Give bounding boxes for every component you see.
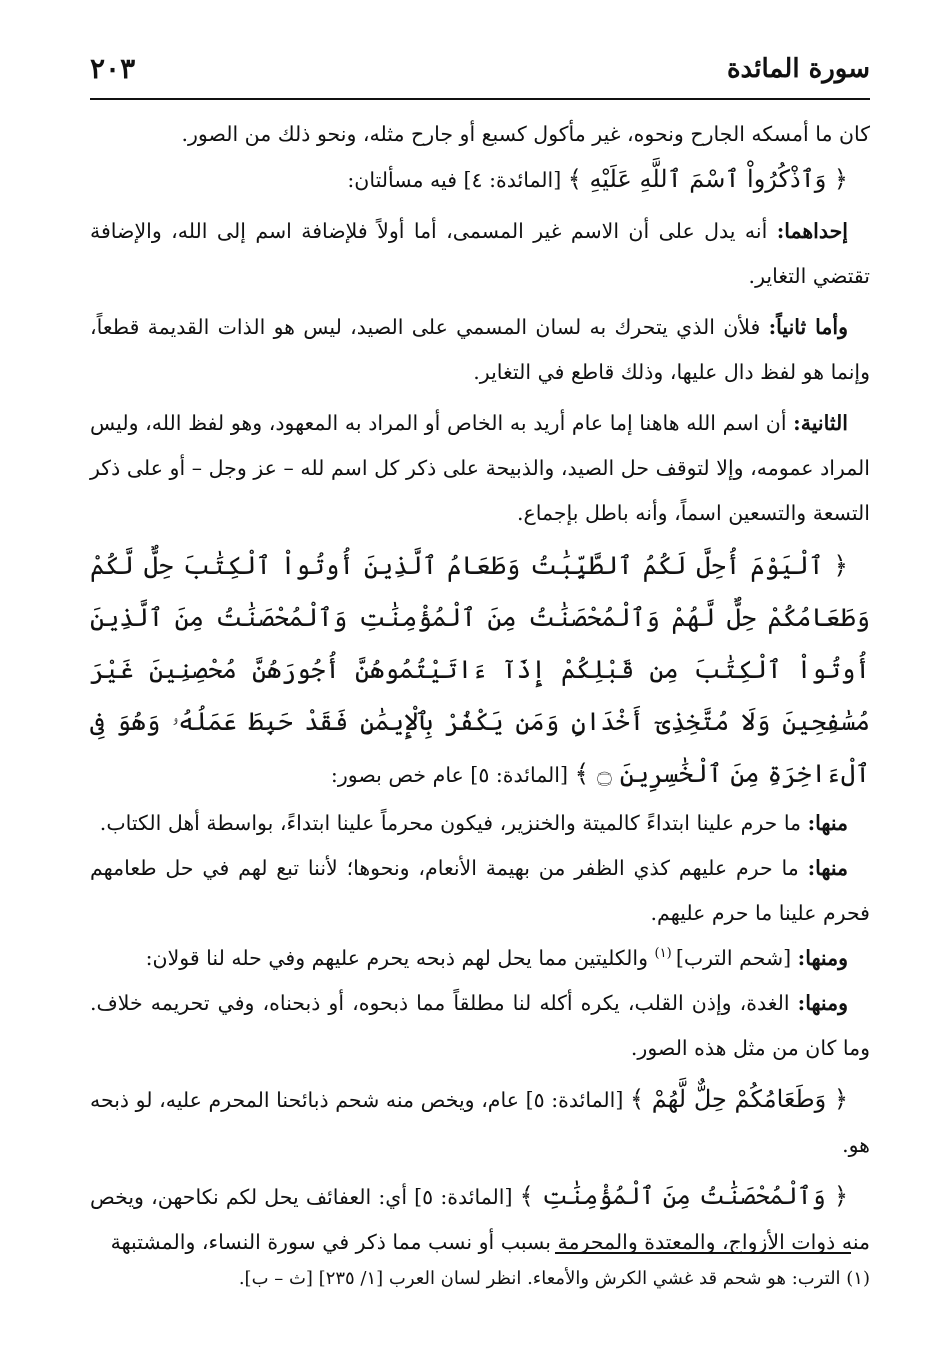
paragraph-text: ما حرم عليهم كذي الظفر من بهيمة الأنعام، ونحوها؛ لأننا تبع لهم في حل طعامهم فحرم علينا ما حرم عليهم.	[90, 856, 870, 925]
footnote-text: (١) الترب: هو شحم قد غشي الكرش والأمعاء. انظر لسان العرب [١/ ٢٣٥] [ث – ب].	[238, 1268, 870, 1289]
footnote	[90, 1262, 870, 1296]
paragraph	[90, 981, 870, 1071]
paragraph-lead: وأما ثانياً:	[768, 315, 848, 339]
paragraph-lead: إحداهما:	[776, 219, 848, 243]
page-body	[90, 112, 870, 1265]
paragraph-text: [المائدة: ٥] عام خص بصور:	[330, 763, 575, 787]
paragraph	[90, 540, 870, 801]
paragraph-lead: ومنها:	[797, 946, 848, 970]
paragraph-text: [شحم الترب]	[675, 946, 798, 970]
paragraph	[90, 401, 870, 536]
paragraph-text: [المائدة: ٤] فيه مسألتان:	[347, 168, 568, 192]
paragraph-text: فلأن الذي يتحرك به لسان المسمي على الصيد، ليس هو الذات القديمة قطعاً، وإنما هو لفظ دال عليها، وذلك قاطع في التغاير.	[90, 315, 870, 384]
paragraph	[90, 112, 870, 157]
quran-verse: ﴿ وَٱذْكُرُواْ ٱسْمَ ٱللَّهِ عَلَيْهِ ﴾	[567, 165, 848, 193]
paragraph	[90, 157, 870, 203]
footnote-marker[interactable]: (١)	[654, 946, 676, 962]
page-number: ٢٠٣	[90, 52, 136, 85]
paragraph-lead: منها:	[807, 856, 848, 880]
paragraph-text: ما حرم علينا ابتداءً كالميتة والخنزير، فيكون محرماً علينا ابتداءً، بواسطة أهل الكتاب.	[99, 811, 808, 835]
paragraph-text: أنه يدل على أن الاسم غير المسمى، أما أولاً فلإضافة اسم إلى الله، والإضافة تقتضي التغاير.	[90, 219, 870, 288]
paragraph	[90, 846, 870, 936]
paragraph	[90, 209, 870, 299]
paragraph	[90, 305, 870, 395]
paragraph-text: والكليتين مما يحل لهم ذبحه يحرم عليهم وفي حله لنا قولان:	[145, 946, 655, 970]
paragraph-text: أن اسم الله هاهنا إما عام أريد به الخاص أو المراد به المعهود، وهو لفظ الله، وليس المراد عمومه، وإلا لتوقف حل الصيد، والذبيحة على ذكر كل اسم لله – عز وجل – أو على ذكر التسعة والتسعين اسماً، وأنه باطل بإجماع.	[90, 411, 870, 525]
paragraph-lead: ومنها:	[797, 991, 848, 1015]
paragraph-lead: منها:	[807, 811, 848, 835]
page-header	[90, 48, 870, 100]
paragraph-text: الغدة، وإذن القلب، يكره أكله لنا مطلقاً مما ذبحوه، أو ذبحناه، وفي تحريمه خلاف. وما كان من مثل هذه الصور.	[90, 991, 870, 1060]
paragraph-text: [المائدة: ٥] أي: العفائف يحل لكم نكاحهن، ويخص منه ذوات الأزواج، والمعتدة والمحرمة بسبب أو نسب مما ذكر في سورة النساء، والمشتبهة	[90, 1185, 870, 1254]
paragraph	[90, 936, 870, 981]
quran-verse: ﴿ وَطَعَامُكُمْ حِلٌّ لَّهُمْ ﴾	[629, 1085, 849, 1113]
paragraph-text: كان ما أمسكه الجارح ونحوه، غير مأكول كسبع أو جارح مثله، ونحو ذلك من الصور.	[181, 122, 870, 146]
paragraph	[90, 801, 870, 846]
footnote-divider	[555, 1252, 851, 1254]
quran-verse: ﴿ وَٱلْمُحْصَنَٰتُ مِنَ ٱلْمُؤْمِنَٰتِ ﴾	[519, 1182, 848, 1210]
paragraph-lead: الثانية:	[793, 411, 848, 435]
quran-verse: ﴿ ٱلْيَوْمَ أُحِلَّ لَكُمُ ٱلطَّيِّبَٰتُ وَطَعَامُ ٱلَّذِينَ أُوتُواْ ٱلْكِتَٰبَ حِلٌّ لَّكُمْ وَطَعَامُكُمْ حِلٌّ لَّهُمْ وَٱلْمُحْصَنَٰتُ مِنَ ٱلْمُؤْمِنَٰتِ وَٱلْمُحْصَنَٰتُ مِنَ ٱلَّذِينَ أُوتُواْ ٱلْكِتَٰبَ مِن قَبْلِكُمْ إِذَآ ءَاتَيْتُمُوهُنَّ أُجُورَهُنَّ مُحْصِنِينَ غَيْرَ مُسَٰفِحِينَ وَلَا مُتَّخِذِىٓ أَخْدَانٍ وَمَن يَكْفُرْ بِٱلْإِيمَٰنِ فَقَدْ حَبِطَ عَمَلُهُۥ وَهُوَ فِى ٱلْءَاخِرَةِ مِنَ ٱلْخَٰسِرِينَ ۝ ﴾	[90, 551, 870, 788]
paragraph-text: [المائدة: ٥] عام، ويخص منه شحم ذبائحنا المحرم عليه، لو ذبحه هو.	[90, 1088, 870, 1157]
paragraph	[90, 1077, 870, 1168]
surah-title: سورة المائدة	[726, 54, 870, 84]
